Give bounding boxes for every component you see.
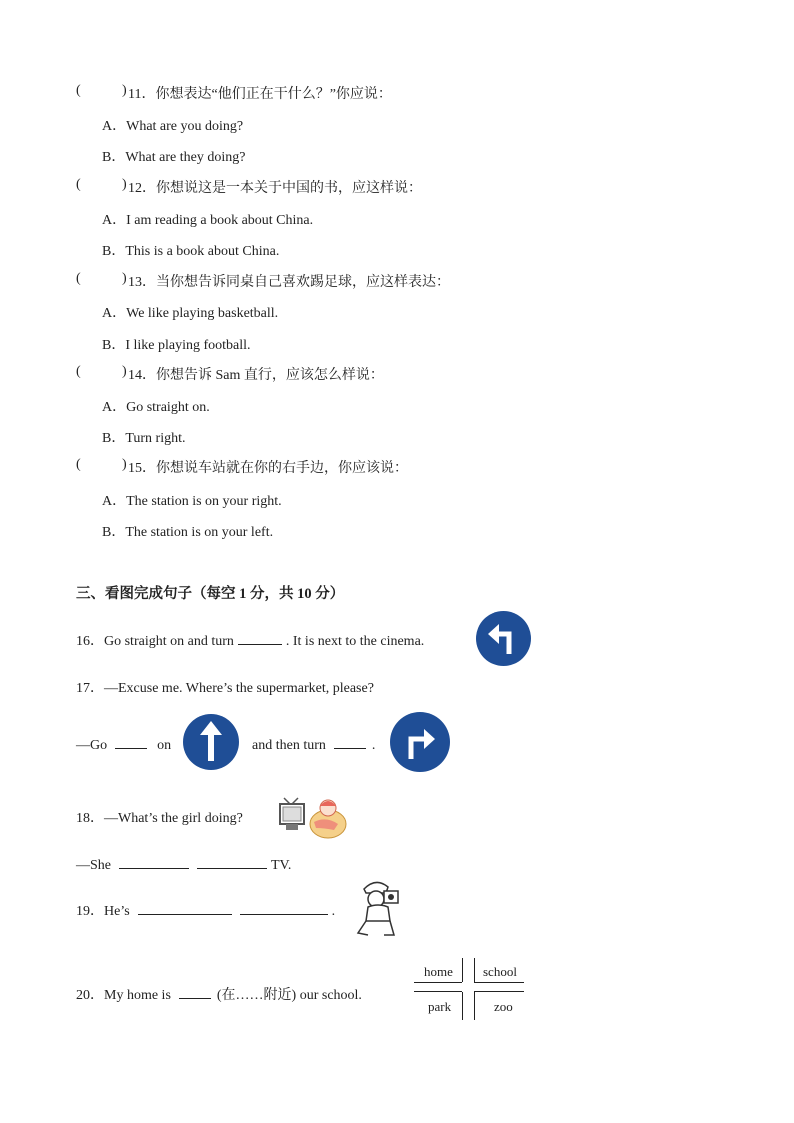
q17-text-on: on [157, 738, 172, 753]
answer-paren: ( [76, 83, 81, 98]
answer-paren: ( [76, 364, 81, 379]
question-16 [76, 630, 424, 650]
option-b: B．The station is on your left. [102, 525, 274, 540]
map-road-v-bottom-1 [462, 992, 463, 1020]
q17-answer-line [76, 734, 171, 754]
q19-blank-1[interactable] [138, 900, 232, 915]
map-road-h-left-2 [414, 991, 462, 992]
map-road-h-right-1 [474, 982, 524, 983]
q17-answer-line-2 [252, 734, 375, 754]
option-b: B．Turn right. [102, 431, 186, 446]
q16-text-post: . It is next to the cinema. [285, 634, 425, 649]
answer-paren: ( [76, 271, 81, 286]
question-stem: 12．你想说这是一本关于中国的书，应这样说： [128, 181, 422, 196]
q20-blank[interactable] [179, 984, 211, 999]
option-b: B．I like playing football. [102, 338, 251, 353]
section-title: 三、看图完成句子（每空 1 分，共 10 分） [76, 586, 345, 602]
answer-paren-close: ) [122, 271, 127, 286]
question-stem: 14．你想告诉 Sam 直行，应该怎么样说： [128, 368, 384, 383]
q18-text-she: —She [76, 858, 111, 873]
girl-watching-tv-icon [278, 794, 348, 842]
option-a: A．The station is on your right. [102, 494, 282, 509]
option-a: A．What are you doing? [102, 119, 244, 134]
option-a: A．Go straight on. [102, 400, 210, 415]
q17-blank-2[interactable] [334, 734, 366, 749]
location-map [414, 958, 526, 1022]
map-label-zoo: zoo [494, 999, 513, 1014]
question-19 [76, 900, 335, 920]
q17-question: 17．—Excuse me. Where’s the supermarket, please? [76, 681, 374, 696]
q18-text-tv: TV. [271, 858, 292, 873]
option-b: B．What are they doing? [102, 150, 246, 165]
q17-text-turn: and then turn [252, 738, 326, 753]
map-road-v-bottom-2 [474, 992, 475, 1020]
option-a: A．I am reading a book about China. [102, 213, 314, 228]
q18-blank-1[interactable] [119, 854, 189, 869]
q18-question: 18．—What’s the girl doing? [76, 811, 243, 826]
map-road-v-top-1 [462, 958, 463, 982]
q16-text-pre: 16．Go straight on and turn [76, 634, 234, 649]
option-b: B．This is a book about China. [102, 244, 280, 259]
q20-text-pre: 20．My home is [76, 988, 171, 1003]
go-straight-sign-icon [182, 713, 240, 771]
question-stem: 11．你想表达“他们正在干什么？”你应说： [128, 87, 392, 102]
q17-period: . [371, 738, 376, 753]
turn-right-sign-icon [389, 711, 451, 773]
q16-blank[interactable] [238, 630, 282, 645]
answer-paren: ( [76, 457, 81, 472]
answer-paren-close: ) [122, 457, 127, 472]
question-stem: 13．当你想告诉同桌自己喜欢踢足球，应这样表达： [128, 275, 450, 290]
q17-blank-1[interactable] [115, 734, 147, 749]
question-stem: 15．你想说车站就在你的右手边，你应该说： [128, 461, 408, 476]
map-label-school: school [483, 964, 517, 979]
boy-taking-photo-icon [354, 877, 404, 939]
q18-answer-line [76, 854, 291, 874]
option-a: A．We like playing basketball. [102, 306, 279, 321]
q19-text-pre: 19．He’s [76, 904, 130, 919]
answer-paren: ( [76, 177, 81, 192]
q19-period: . [331, 904, 336, 919]
map-label-park: park [428, 999, 452, 1014]
answer-paren-close: ) [122, 83, 127, 98]
q17-text-go: —Go [76, 738, 108, 753]
map-label-home: home [424, 964, 453, 979]
map-road-v-top-2 [474, 958, 475, 982]
map-road-h-left-1 [414, 982, 462, 983]
turn-left-sign-icon [475, 610, 532, 667]
q19-blank-2[interactable] [240, 900, 328, 915]
q18-blank-2[interactable] [197, 854, 267, 869]
answer-paren-close: ) [122, 177, 127, 192]
map-road-h-right-2 [474, 991, 524, 992]
question-20 [76, 984, 362, 1004]
answer-paren-close: ) [122, 364, 127, 379]
q20-text-mid: (在……附近) our school. [216, 988, 362, 1003]
